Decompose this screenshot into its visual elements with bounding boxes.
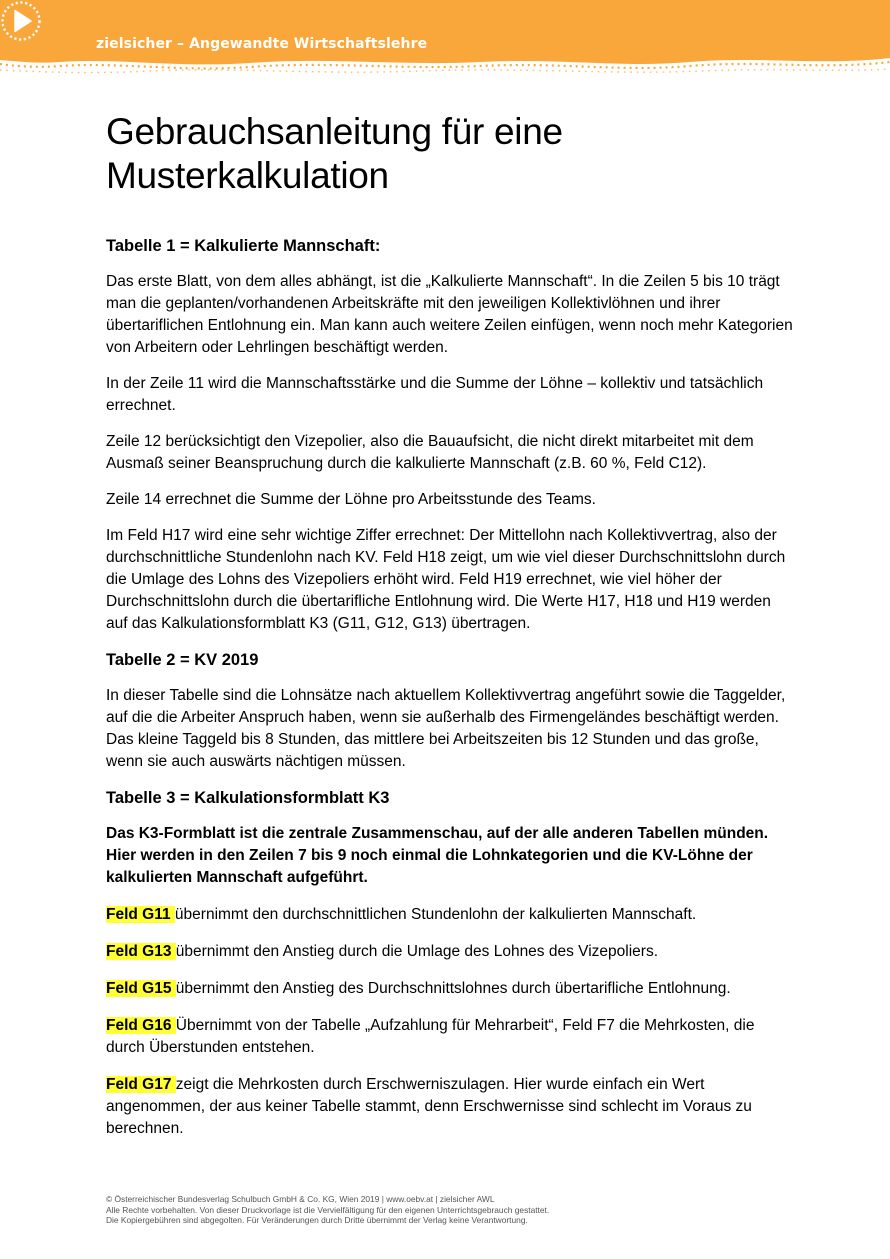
page-title-line1: Gebrauchsanleitung für eine [106,111,563,152]
section3-heading: Tabelle 3 = Kalkulationsformblatt K3 [106,789,390,807]
page-title-line2: Musterkalkulation [106,155,389,196]
field-label-g11: Feld G11 [106,906,175,923]
section3-intro: Das K3-Formblatt ist die zentrale Zusammenschau, auf der alle anderen Tabellen münden. Hier werden in den Zeilen 7 bis 9 noch einmal die Lohnkategorien und die KV-Löhne der kalkulierten Mannschaft aufgeführt. [106,825,769,886]
page-title [106,110,796,198]
section1-paragraph-3: Zeile 12 berücksichtigt den Vizepolier, also die Bauaufsicht, die nicht direkt mitarbeitet mit dem Ausmaß seiner Beanspruchung durch die kalkulierte Mannschaft (z.B. 60 %, Feld C12). [106,433,754,472]
field-label-g17: Feld G17 [106,1076,176,1093]
section1-paragraph-5: Im Feld H17 wird eine sehr wichtige Ziffer errechnet: Der Mittellohn nach Kollektivvertrag, also der durchschnittliche Stundenlohn nach KV. Feld H18 zeigt, um wie viel dieser Durchschnittslohn durch die Umlage des Lohns des Vizepoliers erhöht wird. Feld H19 errechnet, wie viel höher der Durchschnittslohn durch die übertarifliche Entlohnung wird. Die Werte H17, H18 und H19 werden auf das Kalkulationsformblatt K3 (G11, G12, G13) übertragen. [106,527,786,632]
field-text-g17: zeigt die Mehrkosten durch Erschwerniszulagen. Hier wurde einfach ein Wert angenommen, der aus keiner Tabelle stammt, denn Erschwernisse sind schlecht im Voraus zu berechnen. [106,1076,752,1137]
footer-copyright: © Österreichischer Bundesverlag Schulbuch GmbH & Co. KG, Wien 2019 | www.oebv.at | zielsicher AWL [106,1194,495,1204]
field-label-g13: Feld G13 [106,943,176,960]
footer-disclaimer: Die Kopiergebühren sind abgegolten. Für Veränderungen durch Dritte übernimmt der Verlag keine Verantwortung. [106,1215,528,1225]
field-item-g15 [106,978,796,1000]
page-header [0,0,890,76]
header-title: zielsicher – Angewandte Wirtschaftslehre [96,36,428,52]
document-body [106,110,796,1140]
field-item-g13 [106,941,796,963]
field-text-g15: übernimmt den Anstieg des Durchschnittslohnes durch übertarifliche Entlohnung. [175,980,731,997]
field-label-g16: Feld G16 [106,1017,176,1034]
field-text-g11: übernimmt den durchschnittlichen Stundenlohn der kalkulierten Mannschaft. [174,906,697,923]
field-label-g15: Feld G15 [106,980,176,997]
section2-paragraph-1: In dieser Tabelle sind die Lohnsätze nach aktuellem Kollektivvertrag angeführt sowie die Taggelder, auf die die Arbeiter Anspruch haben, wenn sie außerhalb des Firmengeländes beschäftigt werden. Das kleine Taggeld bis 8 Stunden, das mittlere bei Arbeitszeiten bis 12 Stunden und das große, wenn sie auch auswärts nächtigen müssen. [106,687,786,770]
field-item-g17 [106,1074,796,1140]
section1-paragraph-4: Zeile 14 errechnet die Summe der Löhne pro Arbeitsstunde des Teams. [106,491,596,508]
page-footer [106,1194,806,1226]
play-icon [0,0,42,42]
field-text-g13: übernimmt den Anstieg durch die Umlage des Lohnes des Vizepoliers. [175,943,658,960]
field-item-g11 [106,904,796,926]
section1-paragraph-1: Das erste Blatt, von dem alles abhängt, ist die „Kalkulierte Mannschaft“. In die Zeilen 5 bis 10 trägt man die geplanten/vorhandenen Arbeitskräfte mit den jeweiligen Kollektivlöhnen und ihrer übertariflichen Entlohnung ein. Man kann auch weitere Zeilen einfügen, wenn noch mehr Kategorien von Arbeitern oder Lehrlingen beschäftigt werden. [106,273,793,356]
field-text-g16: Übernimmt von der Tabelle „Aufzahlung für Mehrarbeit“, Feld F7 die Mehrkosten, die durch Überstunden entstehen. [106,1017,755,1056]
footer-rights: Alle Rechte vorbehalten. Von dieser Druckvorlage ist die Vervielfältigung für den eigenen Unterrichtsgebrauch gestattet. [106,1204,550,1215]
field-item-g16 [106,1015,796,1059]
section2-heading: Tabelle 2 = KV 2019 [106,651,259,669]
section1-paragraph-2: In der Zeile 11 wird die Mannschaftsstärke und die Summe der Löhne – kollektiv und tatsächlich errechnet. [106,375,764,414]
section1-heading: Tabelle 1 = Kalkulierte Mannschaft: [106,237,381,255]
